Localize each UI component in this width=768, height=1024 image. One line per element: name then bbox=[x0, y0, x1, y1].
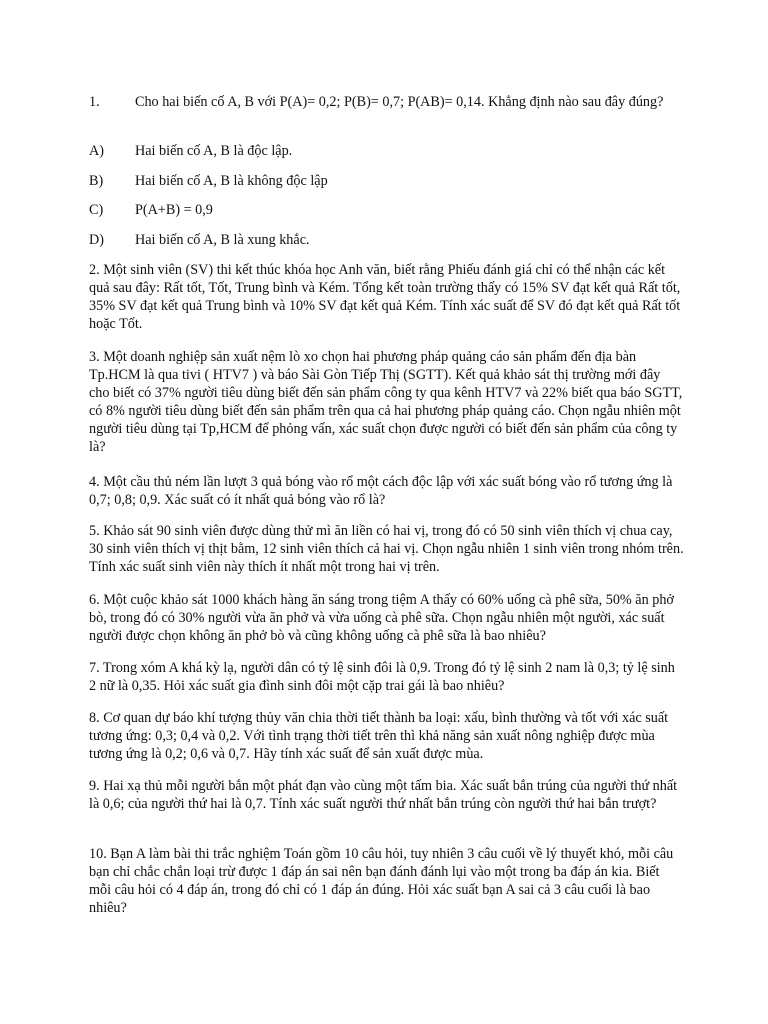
option-text: Hai biến cố A, B là xung khắc. bbox=[135, 232, 310, 248]
question-5: 5. Khảo sát 90 sinh viên được dùng thử mì ăn liền có hai vị, trong đó có 50 sinh viên thích vị chua cay, 30 sinh viên thích vị thịt bằm, 12 sinh viên thích cả hai vị. Chọn ngẫu nhiên 1 sinh viên trong nhóm trên. Tính xác suất sinh viên này thích ít nhất một trong hai vị trên. bbox=[89, 523, 684, 575]
question-number: 1. bbox=[89, 94, 100, 110]
option-label: B) bbox=[89, 173, 104, 189]
question-6: 6. Một cuộc khảo sát 1000 khách hàng ăn sáng trong tiệm A thấy có 60% uống cà phê sữa, 50% ăn phở bò, trong đó có 30% người vừa ăn phở và vừa uống cà phê sữa. Chọn ngẫu nhiên một người, xác suất người được chọn không ăn phở bò và cũng không uống cà phê sữa là bao nhiêu? bbox=[89, 592, 674, 644]
option-text: P(A+B) = 0,9 bbox=[135, 202, 213, 218]
question-1 bbox=[89, 93, 684, 111]
question-3: 3. Một doanh nghiệp sản xuất nệm lò xo chọn hai phương pháp quảng cáo sản phẩm đến địa bàn Tp.HCM là qua tivi ( HTV7 ) và báo Sài Gòn Tiếp Thị (SGTT). Kết quả khảo sát thị trường mới đây cho biết có 37% người tiêu dùng biết đến sản phẩm công ty qua kênh HTV7 và 22% biết qua báo SGTT, có 8% người tiêu dùng biết đến sản phẩm trên qua cả hai phương pháp quảng cáo. Chọn ngẫu nhiên một người tiêu dùng tại Tp,HCM để phỏng vấn, xác suất chọn được người có biết đến sản phẩm của công ty là? bbox=[89, 349, 683, 455]
option-text: Hai biến cố A, B là độc lập. bbox=[135, 143, 293, 159]
option-label: D) bbox=[89, 232, 104, 248]
question-10: 10. Bạn A làm bài thi trắc nghiệm Toán gồm 10 câu hỏi, tuy nhiên 3 câu cuối về lý thuyết khó, mỗi câu bạn chỉ chắc chắn loại trừ được 1 đáp án sai nên bạn đánh đánh lụi vào một trong ba đáp án kia. Biết mỗi câu hỏi có 4 đáp án, trong đó chỉ có 1 đáp án đúng. Hỏi xác suất bạn A sai cả 3 câu cuối là bao nhiêu? bbox=[89, 846, 674, 916]
question-2: 2. Một sinh viên (SV) thi kết thúc khóa học Anh văn, biết rằng Phiếu đánh giá chỉ có thể nhận các kết quả sau đây: Rất tốt, Tốt, Trung bình và Kém. Tổng kết toàn trường thấy có 15% SV đạt kết quả Rất tốt, 35% SV đạt kết quả Trung bình và 10% SV đạt kết quả Kém. Tính xác suất để SV đó đạt kết quả Rất tốt hoặc Tốt. bbox=[89, 262, 681, 332]
question-8: 8. Cơ quan dự báo khí tượng thủy văn chia thời tiết thành ba loại: xấu, bình thường và tốt với xác suất tương ứng: 0,3; 0,4 và 0,2. Với tình trạng thời tiết trên thì khả năng sản xuất nông nghiệp được mùa tương ứng là 0,2; 0,6 và 0,7. Hãy tính xác suất để sản xuất được mùa. bbox=[89, 710, 669, 762]
question-4: 4. Một cầu thủ ném lần lượt 3 quả bóng vào rổ một cách độc lập với xác suất bóng vào rổ tương ứng là 0,7; 0,8; 0,9. Xác suất có ít nhất quả bóng vào rổ là? bbox=[89, 474, 673, 508]
option-label: C) bbox=[89, 202, 104, 218]
question-7: 7. Trong xóm A khá kỳ lạ, người dân có tỷ lệ sinh đôi là 0,9. Trong đó tỷ lệ sinh 2 nam là 0,3; tỷ lệ sinh 2 nữ là 0,35. Hỏi xác suất gia đình sinh đôi một cặp trai gái là bao nhiêu? bbox=[89, 660, 675, 694]
question-text: Cho hai biến cố A, B với P(A)= 0,2; P(B)= 0,7; P(AB)= 0,14. Khẳng định nào sau đây đúng? bbox=[135, 94, 664, 110]
option-text: Hai biến cố A, B là không độc lập bbox=[135, 173, 328, 189]
option-label: A) bbox=[89, 143, 104, 159]
question-9: 9. Hai xạ thủ mỗi người bắn một phát đạn vào cùng một tấm bia. Xác suất bắn trúng của người thứ nhất là 0,6; của người thứ hai là 0,7. Tính xác suất người thứ nhất bắn trúng còn người thứ hai bắn trượt? bbox=[89, 778, 678, 812]
